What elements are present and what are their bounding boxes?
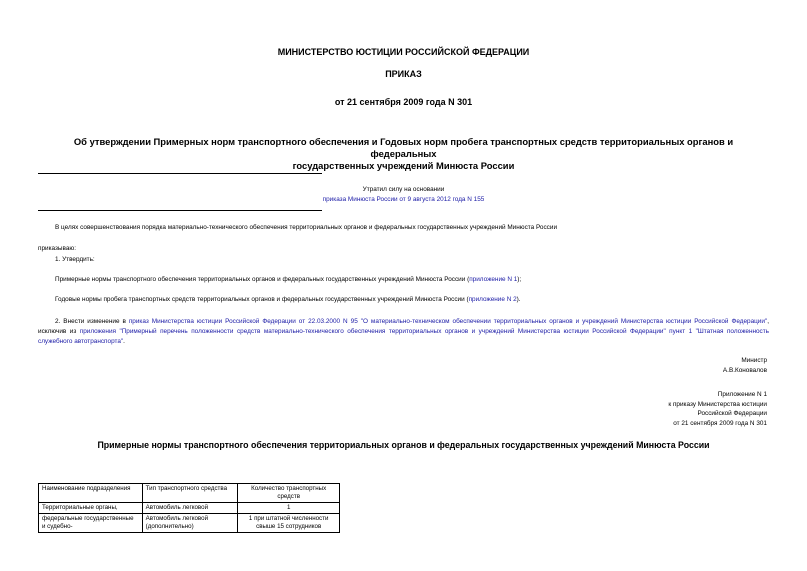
table-cell: Автомобиль легковой [142,503,238,514]
item-2-pre: 2. Внести изменение в [55,318,129,325]
item-2-end: . [123,338,125,345]
item-2 [38,317,769,347]
item-1b [55,296,775,304]
norms-table [38,483,340,533]
appendix-line4: от 21 сентября 2009 года N 301 [673,419,767,427]
table-row [39,514,340,533]
appendix-line1: Приложение N 1 [717,391,767,398]
table-header-cell: Тип транспортного средства [142,484,238,503]
item-1a-end: ); [517,276,522,283]
divider-top [38,173,322,174]
table-header-cell: Наименование подразделения [39,484,143,503]
appendix-header [500,390,767,428]
item-1b-end: ). [516,296,521,303]
appendix-list-link[interactable]: приложения "Примерный перечень положенности средств материально-технического обеспечения территориальных органов и учреждений Министерства юстиции Российской Федерации" пункт 1 "Штатная положенность служебного автотранспорта" [38,328,770,345]
appendix-title: Примерные нормы транспортного обеспечения территориальных органов и федеральных государственных учреждений Минюста России [97,440,710,450]
expired-notice-label: Утратил силу на основании [362,186,445,193]
table-cell: Автомобиль легковой (дополнительно) [142,514,238,533]
preamble: В целях совершенствования порядка материально-технического обеспечения территориальных органов и федеральных государственных учреждений Минюста России [55,224,558,231]
signature-name: А.В.Коновалов [722,367,767,374]
document-title-line2: государственных учреждений Минюста России [292,160,515,171]
table-cell: 1 [238,503,340,514]
item-2-mid: , исключив из [38,318,769,335]
order-95-link[interactable]: приказ Министерства юстиции Российской Федерации от 22.03.2000 N 95 "О материально-техническом обеспечении территориальных органов и учреждений Министерства юстиции Российской Федерации" [128,318,768,325]
table-cell: Территориальные органы, [39,503,143,514]
document-type: ПРИКАЗ [385,69,422,79]
table-header-row [39,484,340,503]
expired-notice-link[interactable]: приказа Минюста России от 9 августа 2012 года N 155 [322,196,485,203]
item-1a-text: Примерные нормы транспортного обеспечения территориальных органов и федеральных государственных учреждений Минюста России ( [55,276,470,283]
document-title [40,136,767,172]
item-1a [55,276,775,284]
ministry-heading: МИНИСТЕРСТВО ЮСТИЦИИ РОССИЙСКОЙ ФЕДЕРАЦИИ [277,47,530,57]
appendix-2-link[interactable]: приложение N 2 [468,296,517,303]
table-cell: федеральные государственные и судебно- [39,514,143,533]
appendix-line2: к приказу Министерства юстиции [668,400,767,408]
signature-position: Министр [741,357,767,364]
order-word: приказываю: [38,245,76,252]
document-title-line1: Об утверждении Примерных норм транспортного обеспечения и Годовых норм пробега транспортных средств территориальных органов и федеральных [73,136,734,159]
table-header-cell: Количество транспортных средств [238,484,340,503]
divider-bottom [38,210,322,211]
item-1b-text: Годовые нормы пробега транспортных средств территориальных органов и федеральных государственных учреждений Минюста России ( [55,296,469,303]
appendix-1-link[interactable]: приложение N 1 [469,276,518,283]
table-cell: 1 при штатной численности свыше 15 сотрудников [238,514,340,533]
table-row [39,503,340,514]
item-1: 1. Утвердить: [55,256,95,263]
document-date: от 21 сентября 2009 года N 301 [334,97,473,107]
appendix-line3: Российской Федерации [697,410,767,417]
